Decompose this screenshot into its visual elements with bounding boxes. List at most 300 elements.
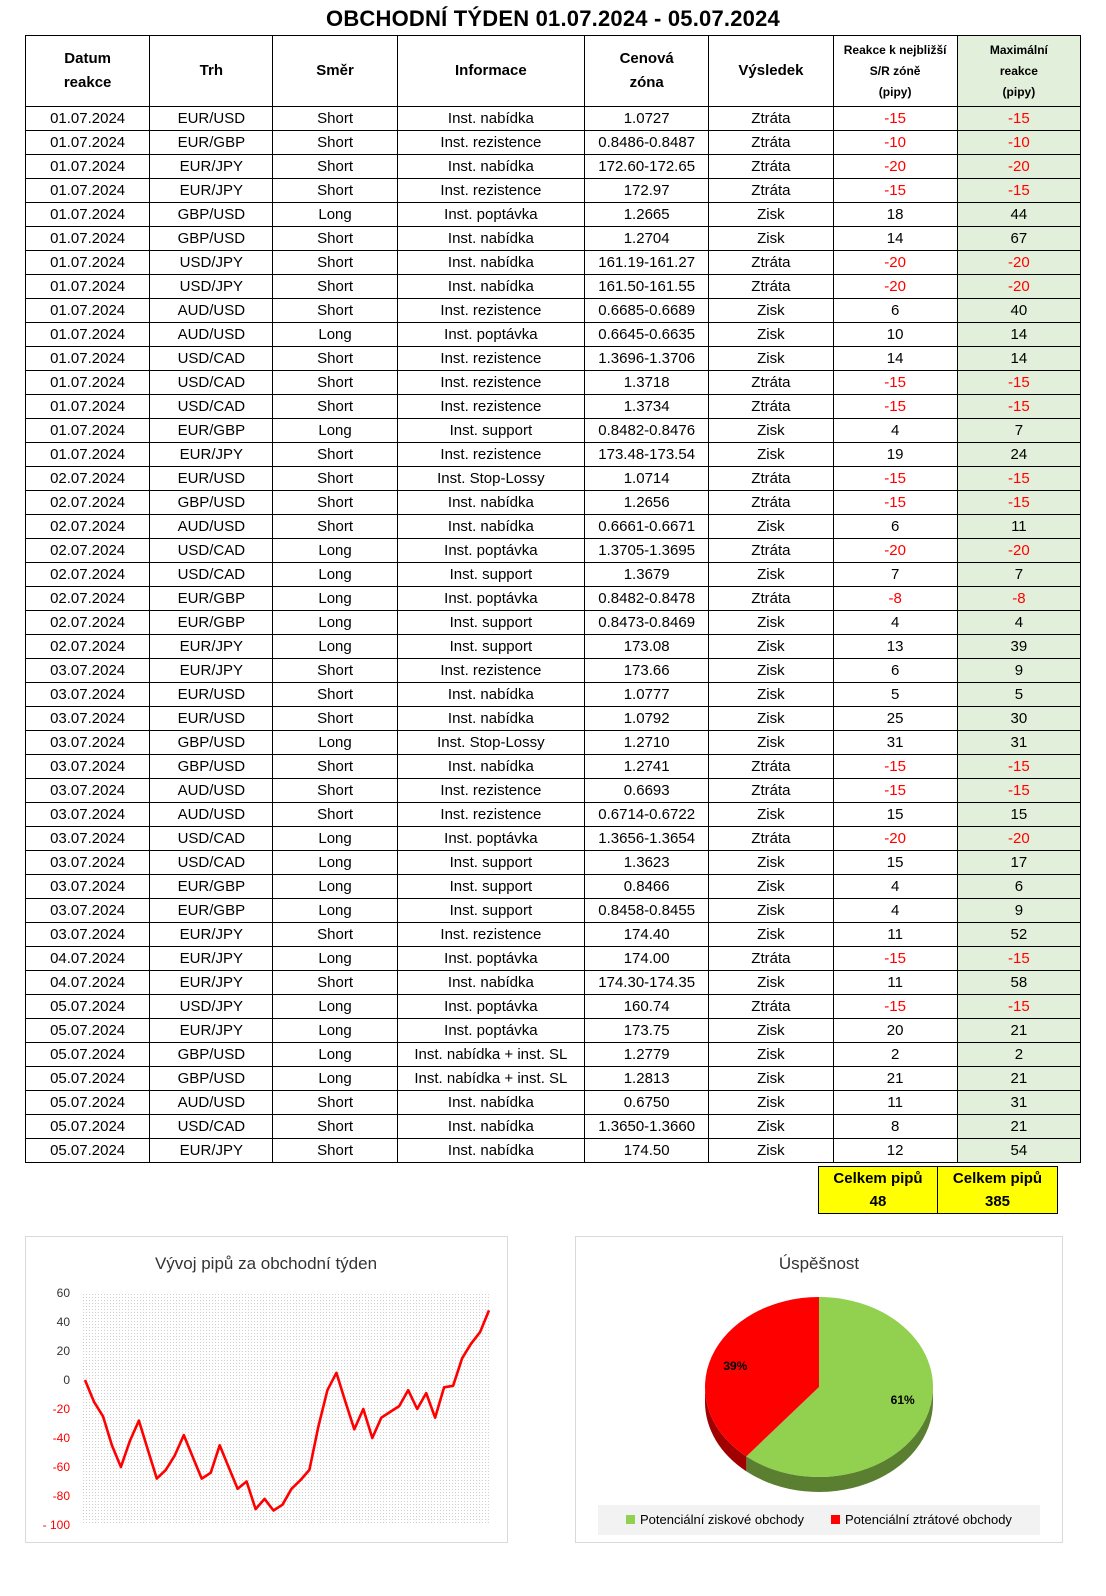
cell-smer: Long xyxy=(273,1043,397,1067)
cell-smer: Long xyxy=(273,851,397,875)
cell-max-reakce: 39 xyxy=(957,635,1080,659)
cell-trh: AUD/USD xyxy=(150,323,273,347)
cell-cenova-zona: 173.75 xyxy=(585,1019,709,1043)
page-title: OBCHODNÍ TÝDEN 01.07.2024 - 05.07.2024 xyxy=(326,6,780,31)
cell-smer: Long xyxy=(273,1067,397,1091)
cell-informace: Inst. nabídka xyxy=(397,491,584,515)
cell-cenova-zona: 0.6714-0.6722 xyxy=(585,803,709,827)
cell-informace: Inst. nabídka xyxy=(397,683,584,707)
cell-informace: Inst. poptávka xyxy=(397,539,584,563)
cell-datum: 01.07.2024 xyxy=(26,371,150,395)
cell-trh: EUR/GBP xyxy=(150,611,273,635)
total-reaction: Celkem pipů 48 xyxy=(818,1166,938,1214)
cell-informace: Inst. rezistence xyxy=(397,371,584,395)
y-tick-label: -40 xyxy=(52,1431,70,1445)
table-row xyxy=(26,179,1081,203)
table-row xyxy=(26,995,1081,1019)
cell-cenova-zona: 174.00 xyxy=(585,947,709,971)
cell-informace: Inst. poptávka xyxy=(397,947,584,971)
cell-max-reakce: 31 xyxy=(957,731,1080,755)
cell-vysledek: Zisk xyxy=(709,515,833,539)
cell-reakce: -15 xyxy=(833,179,957,203)
cell-max-reakce: -15 xyxy=(957,491,1080,515)
cell-smer: Long xyxy=(273,563,397,587)
table-row xyxy=(26,875,1081,899)
cell-reakce: -15 xyxy=(833,107,957,131)
cell-trh: GBP/USD xyxy=(150,1043,273,1067)
cell-max-reakce: 14 xyxy=(957,323,1080,347)
cell-max-reakce: 21 xyxy=(957,1019,1080,1043)
cell-trh: EUR/USD xyxy=(150,107,273,131)
cell-reakce: 11 xyxy=(833,923,957,947)
cell-datum: 05.07.2024 xyxy=(26,995,150,1019)
cell-datum: 02.07.2024 xyxy=(26,467,150,491)
pie-chart-title: Úspěšnost xyxy=(778,1254,860,1273)
cell-vysledek: Zisk xyxy=(709,1139,833,1163)
cell-datum: 05.07.2024 xyxy=(26,1043,150,1067)
cell-datum: 03.07.2024 xyxy=(26,755,150,779)
cell-max-reakce: -15 xyxy=(957,371,1080,395)
cell-trh: AUD/USD xyxy=(150,803,273,827)
col-trh: Trh xyxy=(150,36,273,107)
table-row xyxy=(26,1019,1081,1043)
cell-datum: 01.07.2024 xyxy=(26,251,150,275)
y-tick-label: -20 xyxy=(52,1402,70,1416)
cell-max-reakce: 54 xyxy=(957,1139,1080,1163)
cell-reakce: -15 xyxy=(833,947,957,971)
cell-informace: Inst. rezistence xyxy=(397,779,584,803)
cell-cenova-zona: 1.2704 xyxy=(585,227,709,251)
cell-datum: 01.07.2024 xyxy=(26,395,150,419)
cell-informace: Inst. nabídka xyxy=(397,515,584,539)
cell-informace: Inst. poptávka xyxy=(397,1019,584,1043)
cell-reakce: -15 xyxy=(833,395,957,419)
cell-max-reakce: 30 xyxy=(957,707,1080,731)
table-row xyxy=(26,323,1081,347)
cell-reakce: 6 xyxy=(833,515,957,539)
y-tick-label: 20 xyxy=(56,1344,70,1358)
cell-datum: 05.07.2024 xyxy=(26,1019,150,1043)
cell-trh: USD/CAD xyxy=(150,395,273,419)
cell-informace: Inst. nabídka xyxy=(397,107,584,131)
cell-trh: AUD/USD xyxy=(150,515,273,539)
cell-datum: 03.07.2024 xyxy=(26,803,150,827)
cell-vysledek: Ztráta xyxy=(709,131,833,155)
cell-vysledek: Zisk xyxy=(709,971,833,995)
cell-cenova-zona: 1.2813 xyxy=(585,1067,709,1091)
cell-cenova-zona: 0.8473-0.8469 xyxy=(585,611,709,635)
cell-vysledek: Zisk xyxy=(709,1091,833,1115)
cell-reakce: -15 xyxy=(833,371,957,395)
table-row xyxy=(26,131,1081,155)
cell-trh: AUD/USD xyxy=(150,779,273,803)
cell-datum: 01.07.2024 xyxy=(26,203,150,227)
cell-max-reakce: -10 xyxy=(957,131,1080,155)
table-row xyxy=(26,1139,1081,1163)
cell-trh: EUR/JPY xyxy=(150,1019,273,1043)
cell-datum: 01.07.2024 xyxy=(26,323,150,347)
cell-reakce: 14 xyxy=(833,227,957,251)
cell-reakce: 12 xyxy=(833,1139,957,1163)
cell-informace: Inst. nabídka xyxy=(397,971,584,995)
cell-max-reakce: -20 xyxy=(957,251,1080,275)
cell-datum: 04.07.2024 xyxy=(26,947,150,971)
cell-smer: Long xyxy=(273,995,397,1019)
col-smer: Směr xyxy=(273,36,397,107)
cell-reakce: -20 xyxy=(833,155,957,179)
trades-table-body xyxy=(26,107,1081,1163)
cell-cenova-zona: 1.0777 xyxy=(585,683,709,707)
cell-datum: 03.07.2024 xyxy=(26,779,150,803)
cell-vysledek: Zisk xyxy=(709,323,833,347)
cell-max-reakce: -20 xyxy=(957,539,1080,563)
table-row xyxy=(26,827,1081,851)
cell-informace: Inst. support xyxy=(397,419,584,443)
cell-reakce: -20 xyxy=(833,275,957,299)
y-tick-label: -60 xyxy=(52,1460,70,1474)
cell-vysledek: Ztráta xyxy=(709,779,833,803)
cell-informace: Inst. rezistence xyxy=(397,131,584,155)
cell-vysledek: Zisk xyxy=(709,803,833,827)
cell-datum: 03.07.2024 xyxy=(26,827,150,851)
cell-cenova-zona: 0.6661-0.6671 xyxy=(585,515,709,539)
legend-label: Potenciální ziskové obchody xyxy=(640,1512,805,1527)
cell-reakce: -15 xyxy=(833,995,957,1019)
table-row xyxy=(26,227,1081,251)
cell-datum: 02.07.2024 xyxy=(26,587,150,611)
cell-smer: Long xyxy=(273,899,397,923)
line-chart xyxy=(26,1237,507,1542)
cell-datum: 05.07.2024 xyxy=(26,1091,150,1115)
line-chart-plot-area xyxy=(83,1293,491,1525)
cell-vysledek: Ztráta xyxy=(709,539,833,563)
table-row xyxy=(26,971,1081,995)
cell-smer: Short xyxy=(273,923,397,947)
cell-vysledek: Zisk xyxy=(709,875,833,899)
cell-datum: 01.07.2024 xyxy=(26,347,150,371)
cell-informace: Inst. support xyxy=(397,563,584,587)
cell-cenova-zona: 1.2710 xyxy=(585,731,709,755)
cell-vysledek: Zisk xyxy=(709,563,833,587)
cell-datum: 03.07.2024 xyxy=(26,731,150,755)
cell-max-reakce: 24 xyxy=(957,443,1080,467)
cell-cenova-zona: 0.8482-0.8478 xyxy=(585,587,709,611)
cell-reakce: -15 xyxy=(833,467,957,491)
cell-trh: GBP/USD xyxy=(150,227,273,251)
cell-vysledek: Ztráta xyxy=(709,179,833,203)
cell-smer: Short xyxy=(273,467,397,491)
table-row xyxy=(26,683,1081,707)
cell-smer: Short xyxy=(273,371,397,395)
cell-cenova-zona: 1.3650-1.3660 xyxy=(585,1115,709,1139)
cell-vysledek: Zisk xyxy=(709,899,833,923)
cell-vysledek: Ztráta xyxy=(709,275,833,299)
cell-vysledek: Zisk xyxy=(709,227,833,251)
cell-cenova-zona: 173.08 xyxy=(585,635,709,659)
cell-reakce: 5 xyxy=(833,683,957,707)
pie-data-label: 39% xyxy=(723,1359,748,1374)
cell-datum: 03.07.2024 xyxy=(26,683,150,707)
cell-max-reakce: 40 xyxy=(957,299,1080,323)
cell-datum: 05.07.2024 xyxy=(26,1139,150,1163)
cell-informace: Inst. nabídka xyxy=(397,251,584,275)
cell-informace: Inst. nabídka xyxy=(397,1115,584,1139)
cell-smer: Long xyxy=(273,947,397,971)
cell-trh: AUD/USD xyxy=(150,1091,273,1115)
cell-trh: EUR/GBP xyxy=(150,131,273,155)
cell-cenova-zona: 1.0714 xyxy=(585,467,709,491)
table-row xyxy=(26,947,1081,971)
cell-smer: Long xyxy=(273,875,397,899)
cell-informace: Inst. nabídka xyxy=(397,155,584,179)
cell-informace: Inst. poptávka xyxy=(397,323,584,347)
cell-trh: AUD/USD xyxy=(150,299,273,323)
cell-trh: EUR/JPY xyxy=(150,659,273,683)
cell-reakce: 13 xyxy=(833,635,957,659)
cell-vysledek: Zisk xyxy=(709,731,833,755)
cell-max-reakce: -20 xyxy=(957,155,1080,179)
cell-datum: 03.07.2024 xyxy=(26,707,150,731)
cell-max-reakce: 31 xyxy=(957,1091,1080,1115)
cell-max-reakce: 7 xyxy=(957,419,1080,443)
legend-swatch xyxy=(831,1515,840,1524)
table-row xyxy=(26,1115,1081,1139)
cell-reakce: 14 xyxy=(833,347,957,371)
cell-vysledek: Ztráta xyxy=(709,371,833,395)
cell-trh: EUR/USD xyxy=(150,467,273,491)
legend-swatch xyxy=(626,1515,635,1524)
cell-datum: 01.07.2024 xyxy=(26,155,150,179)
cell-vysledek: Zisk xyxy=(709,923,833,947)
table-row xyxy=(26,659,1081,683)
total-max-reaction: Celkem pipů 385 xyxy=(938,1166,1058,1214)
cell-trh: USD/JPY xyxy=(150,275,273,299)
cell-trh: GBP/USD xyxy=(150,203,273,227)
cell-max-reakce: -15 xyxy=(957,395,1080,419)
cell-trh: EUR/GBP xyxy=(150,899,273,923)
table-row xyxy=(26,1043,1081,1067)
cell-trh: EUR/GBP xyxy=(150,419,273,443)
cell-trh: EUR/JPY xyxy=(150,179,273,203)
cell-datum: 05.07.2024 xyxy=(26,1067,150,1091)
cell-max-reakce: 44 xyxy=(957,203,1080,227)
table-row xyxy=(26,923,1081,947)
cell-vysledek: Ztráta xyxy=(709,155,833,179)
cell-smer: Short xyxy=(273,1115,397,1139)
cell-max-reakce: -15 xyxy=(957,755,1080,779)
cell-informace: Inst. rezistence xyxy=(397,347,584,371)
table-header-row xyxy=(26,36,1081,107)
cell-reakce: 4 xyxy=(833,419,957,443)
cell-cenova-zona: 174.40 xyxy=(585,923,709,947)
cell-informace: Inst. nabídka + inst. SL xyxy=(397,1067,584,1091)
cell-cenova-zona: 1.0727 xyxy=(585,107,709,131)
table-row xyxy=(26,1067,1081,1091)
cell-informace: Inst. rezistence xyxy=(397,923,584,947)
cell-vysledek: Zisk xyxy=(709,1019,833,1043)
cell-smer: Long xyxy=(273,611,397,635)
cell-datum: 01.07.2024 xyxy=(26,131,150,155)
cell-smer: Short xyxy=(273,755,397,779)
cell-smer: Short xyxy=(273,347,397,371)
cell-cenova-zona: 1.3734 xyxy=(585,395,709,419)
table-row xyxy=(26,851,1081,875)
cell-trh: EUR/USD xyxy=(150,683,273,707)
cell-informace: Inst. rezistence xyxy=(397,179,584,203)
col-informace: Informace xyxy=(397,36,584,107)
cell-max-reakce: 14 xyxy=(957,347,1080,371)
table-row xyxy=(26,899,1081,923)
cell-smer: Short xyxy=(273,131,397,155)
cell-reakce: 10 xyxy=(833,323,957,347)
cell-trh: GBP/USD xyxy=(150,491,273,515)
cell-cenova-zona: 0.6685-0.6689 xyxy=(585,299,709,323)
cell-max-reakce: -15 xyxy=(957,779,1080,803)
cell-vysledek: Ztráta xyxy=(709,467,833,491)
y-tick-label: - 100 xyxy=(42,1518,70,1532)
cell-informace: Inst. nabídka xyxy=(397,227,584,251)
cell-informace: Inst. nabídka + inst. SL xyxy=(397,1043,584,1067)
cell-trh: EUR/JPY xyxy=(150,443,273,467)
cell-cenova-zona: 0.8466 xyxy=(585,875,709,899)
cell-cenova-zona: 1.2779 xyxy=(585,1043,709,1067)
cell-cenova-zona: 174.30-174.35 xyxy=(585,971,709,995)
cell-trh: EUR/JPY xyxy=(150,923,273,947)
table-row xyxy=(26,563,1081,587)
col-cenova-zona: Cenová zóna xyxy=(585,36,709,107)
cell-reakce: -20 xyxy=(833,827,957,851)
cell-reakce: -15 xyxy=(833,491,957,515)
cell-reakce: 19 xyxy=(833,443,957,467)
cell-datum: 02.07.2024 xyxy=(26,515,150,539)
cell-max-reakce: 21 xyxy=(957,1067,1080,1091)
cell-max-reakce: 58 xyxy=(957,971,1080,995)
cell-smer: Long xyxy=(273,1019,397,1043)
cell-trh: EUR/JPY xyxy=(150,155,273,179)
cell-max-reakce: 21 xyxy=(957,1115,1080,1139)
cell-trh: EUR/USD xyxy=(150,707,273,731)
cell-informace: Inst. support xyxy=(397,611,584,635)
cell-max-reakce: 5 xyxy=(957,683,1080,707)
table-row xyxy=(26,419,1081,443)
cell-datum: 02.07.2024 xyxy=(26,563,150,587)
cell-vysledek: Zisk xyxy=(709,419,833,443)
cell-datum: 03.07.2024 xyxy=(26,923,150,947)
cell-cenova-zona: 0.6750 xyxy=(585,1091,709,1115)
cell-smer: Long xyxy=(273,203,397,227)
cell-cenova-zona: 1.3656-1.3654 xyxy=(585,827,709,851)
cell-smer: Short xyxy=(273,275,397,299)
cell-vysledek: Ztráta xyxy=(709,491,833,515)
cell-trh: GBP/USD xyxy=(150,731,273,755)
cell-reakce: 4 xyxy=(833,611,957,635)
cell-trh: USD/JPY xyxy=(150,995,273,1019)
cell-cenova-zona: 172.60-172.65 xyxy=(585,155,709,179)
cell-smer: Short xyxy=(273,971,397,995)
cell-datum: 03.07.2024 xyxy=(26,659,150,683)
cell-max-reakce: -15 xyxy=(957,995,1080,1019)
table-row xyxy=(26,395,1081,419)
cell-vysledek: Ztráta xyxy=(709,107,833,131)
table-row xyxy=(26,635,1081,659)
cell-max-reakce: 67 xyxy=(957,227,1080,251)
cell-cenova-zona: 1.3623 xyxy=(585,851,709,875)
cell-datum: 01.07.2024 xyxy=(26,443,150,467)
y-tick-label: 60 xyxy=(56,1286,70,1300)
cell-max-reakce: -15 xyxy=(957,467,1080,491)
cell-datum: 02.07.2024 xyxy=(26,491,150,515)
table-row xyxy=(26,107,1081,131)
cell-trh: USD/CAD xyxy=(150,539,273,563)
cell-reakce: -20 xyxy=(833,251,957,275)
cell-reakce: 11 xyxy=(833,1091,957,1115)
cell-vysledek: Zisk xyxy=(709,203,833,227)
cell-smer: Short xyxy=(273,251,397,275)
cell-cenova-zona: 173.66 xyxy=(585,659,709,683)
cell-max-reakce: 9 xyxy=(957,659,1080,683)
cell-smer: Short xyxy=(273,1139,397,1163)
cell-trh: EUR/JPY xyxy=(150,635,273,659)
cell-max-reakce: 2 xyxy=(957,1043,1080,1067)
cell-vysledek: Ztráta xyxy=(709,587,833,611)
cell-reakce: 25 xyxy=(833,707,957,731)
cell-trh: USD/CAD xyxy=(150,827,273,851)
line-chart-title: Vývoj pipů za obchodní týden xyxy=(154,1254,378,1273)
cell-vysledek: Zisk xyxy=(709,707,833,731)
cell-max-reakce: 11 xyxy=(957,515,1080,539)
cell-vysledek: Zisk xyxy=(709,299,833,323)
cell-reakce: 15 xyxy=(833,851,957,875)
cell-datum: 05.07.2024 xyxy=(26,1115,150,1139)
cell-trh: USD/CAD xyxy=(150,1115,273,1139)
y-tick-label: 40 xyxy=(56,1315,70,1329)
cell-smer: Long xyxy=(273,587,397,611)
line-chart-panel xyxy=(25,1236,508,1543)
cell-max-reakce: 52 xyxy=(957,923,1080,947)
cell-cenova-zona: 172.97 xyxy=(585,179,709,203)
col-reakce: Reakce k nejbližší S/R zóně (pipy) xyxy=(833,36,957,107)
table-row xyxy=(26,515,1081,539)
table-row xyxy=(26,707,1081,731)
cell-max-reakce: -20 xyxy=(957,827,1080,851)
cell-informace: Inst. poptávka xyxy=(397,587,584,611)
cell-cenova-zona: 0.6645-0.6635 xyxy=(585,323,709,347)
cell-datum: 02.07.2024 xyxy=(26,611,150,635)
cell-cenova-zona: 1.2665 xyxy=(585,203,709,227)
cell-reakce: -15 xyxy=(833,755,957,779)
cell-smer: Long xyxy=(273,827,397,851)
cell-cenova-zona: 0.8482-0.8476 xyxy=(585,419,709,443)
cell-informace: Inst. nabídka xyxy=(397,1139,584,1163)
cell-vysledek: Ztráta xyxy=(709,251,833,275)
table-row xyxy=(26,275,1081,299)
table-row xyxy=(26,371,1081,395)
y-tick-label: -80 xyxy=(52,1489,70,1503)
cell-max-reakce: -15 xyxy=(957,107,1080,131)
pie-data-label: 61% xyxy=(890,1392,915,1407)
cell-smer: Short xyxy=(273,1091,397,1115)
cell-max-reakce: 6 xyxy=(957,875,1080,899)
cell-cenova-zona: 1.2741 xyxy=(585,755,709,779)
cell-max-reakce: -15 xyxy=(957,179,1080,203)
cell-reakce: 31 xyxy=(833,731,957,755)
cell-trh: USD/CAD xyxy=(150,851,273,875)
cell-smer: Short xyxy=(273,659,397,683)
cell-reakce: 20 xyxy=(833,1019,957,1043)
table-row xyxy=(26,731,1081,755)
cell-cenova-zona: 1.2656 xyxy=(585,491,709,515)
cell-cenova-zona: 0.8458-0.8455 xyxy=(585,899,709,923)
